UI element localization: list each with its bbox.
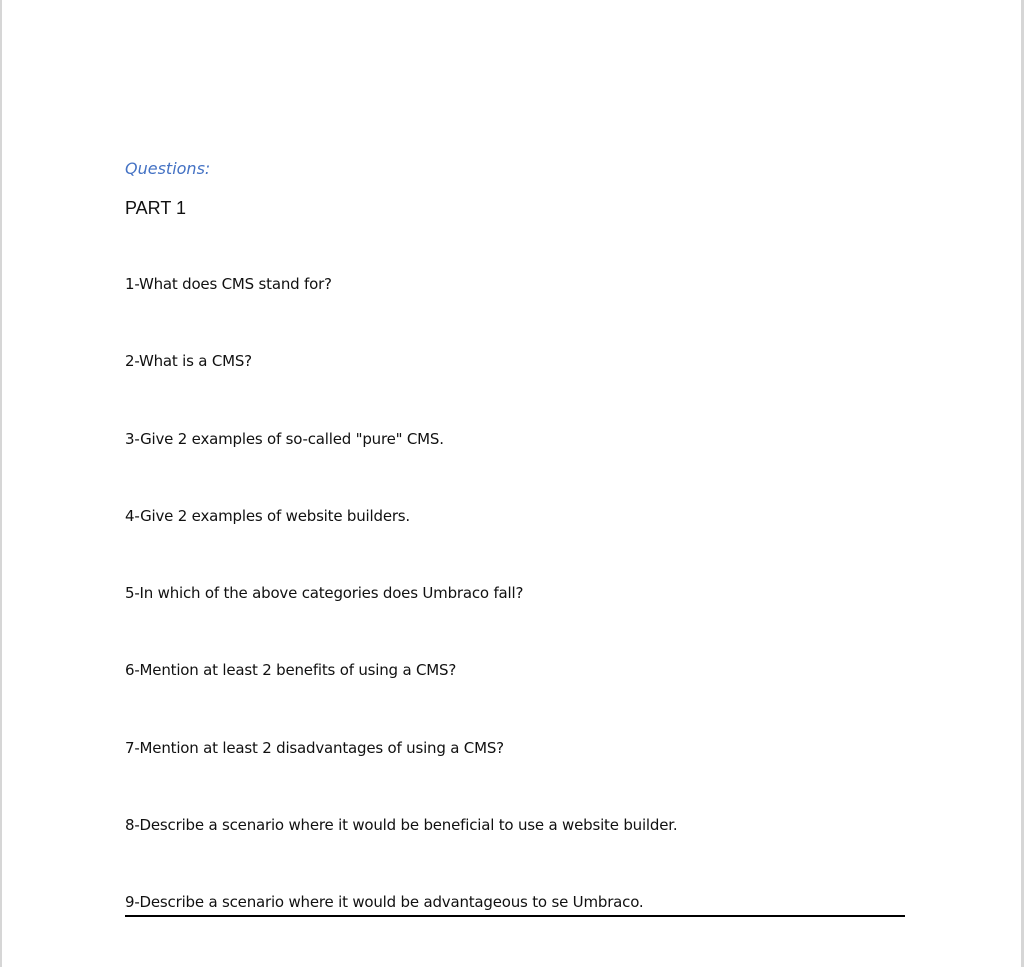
question-2: 2-What is a CMS? (125, 352, 252, 370)
question-5: 5-In which of the above categories does Umbraco fall? (125, 584, 524, 602)
question-4: 4-Give 2 examples of website builders. (125, 507, 410, 525)
question-9: 9-Describe a scenario where it would be advantageous to se Umbraco. (125, 893, 644, 911)
part-title: PART 1 (125, 198, 187, 218)
question-1: 1-What does CMS stand for? (125, 275, 332, 293)
question-7: 7-Mention at least 2 disadvantages of using a CMS? (125, 739, 504, 757)
bottom-rule-divider (125, 915, 905, 917)
question-6: 6-Mention at least 2 benefits of using a CMS? (125, 661, 457, 679)
document-page (2, 0, 1021, 967)
question-3: 3-Give 2 examples of so-called "pure" CMS. (125, 430, 444, 448)
questions-heading: Questions: (125, 159, 211, 178)
question-8: 8-Describe a scenario where it would be beneficial to use a website builder. (125, 816, 678, 834)
